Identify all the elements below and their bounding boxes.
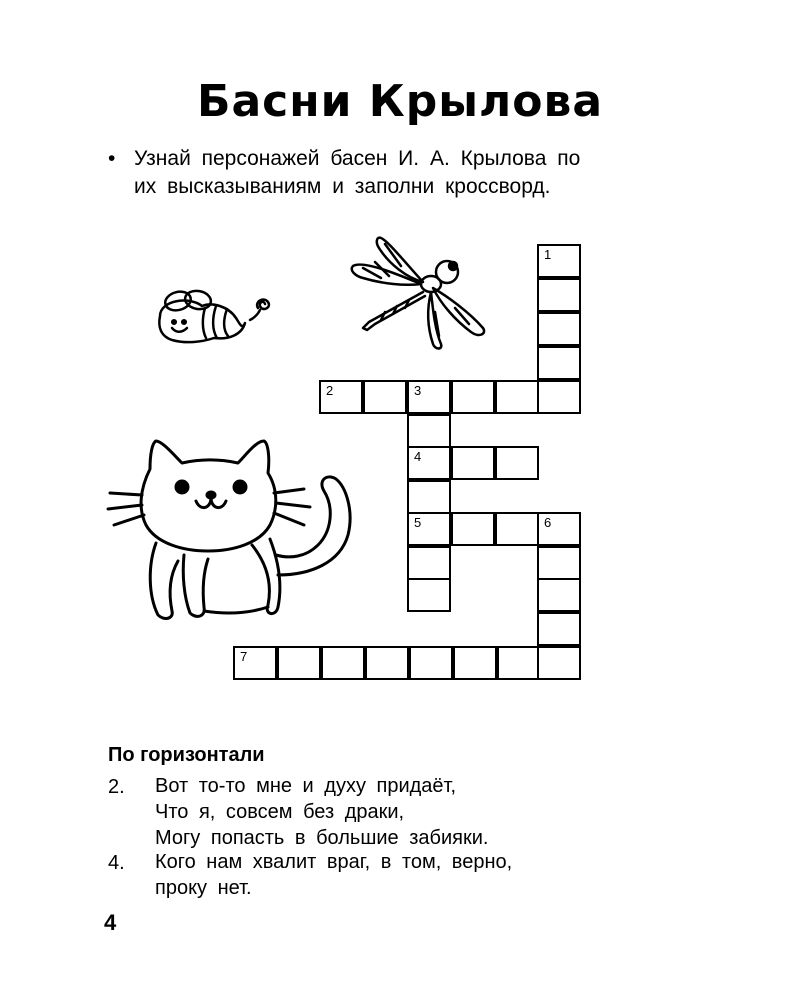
crossword-cell-1[interactable]	[537, 244, 581, 278]
page-number: 4	[104, 910, 117, 935]
clue-number-label: 2	[326, 383, 334, 398]
crossword-cell[interactable]	[537, 546, 581, 580]
clue-number-label: 7	[240, 649, 248, 664]
clue-number-label: 3	[414, 383, 422, 398]
crossword-cell[interactable]	[495, 380, 539, 414]
crossword-cell[interactable]	[407, 480, 451, 514]
crossword-cell[interactable]	[537, 346, 581, 380]
clue-line: Кого нам хвалит враг, в том, верно,	[155, 851, 513, 873]
clue-number-label: 6	[544, 515, 552, 530]
crossword-cell[interactable]	[409, 646, 453, 680]
crossword-cell[interactable]	[537, 380, 581, 414]
crossword-cell[interactable]	[497, 646, 541, 680]
crossword-cell-4[interactable]	[407, 446, 451, 480]
section-title-horizontal: По горизонтали	[108, 744, 265, 766]
clue-line: Вот то-то мне и духу придаёт,	[155, 775, 457, 797]
crossword-cell[interactable]	[537, 278, 581, 312]
crossword-cell[interactable]	[407, 414, 451, 448]
bee-illustration	[150, 278, 280, 348]
clue-number-label: 1	[544, 247, 552, 262]
clue-number: 4.	[108, 852, 125, 874]
crossword-cell[interactable]	[407, 578, 451, 612]
crossword-cell[interactable]	[537, 612, 581, 646]
clue-number-label: 5	[414, 515, 422, 530]
crossword-cell-3[interactable]	[407, 380, 451, 414]
crossword-cell[interactable]	[321, 646, 365, 680]
crossword-cell-7[interactable]	[233, 646, 277, 680]
crossword-cell-5[interactable]	[407, 512, 451, 546]
instruction-line-2: их высказываниям и заполни кроссворд.	[134, 175, 551, 198]
bullet-marker: •	[108, 147, 116, 170]
clue-line: проку нет.	[155, 877, 252, 899]
crossword-cell[interactable]	[407, 546, 451, 580]
crossword-cell[interactable]	[363, 380, 407, 414]
crossword-cell[interactable]	[451, 446, 495, 480]
clue-line: Что я, совсем без драки,	[155, 801, 405, 823]
clue-number-label: 4	[414, 449, 422, 464]
clue-number: 2.	[108, 776, 125, 798]
clue-line: Могу попасть в большие забияки.	[155, 827, 489, 849]
dragonfly-illustration	[345, 232, 495, 352]
crossword-cell[interactable]	[537, 578, 581, 612]
crossword-cell-2[interactable]	[319, 380, 363, 414]
crossword-cell[interactable]	[537, 646, 581, 680]
crossword-cell[interactable]	[453, 646, 497, 680]
crossword-cell[interactable]	[365, 646, 409, 680]
crossword-cell[interactable]	[495, 512, 539, 546]
crossword-cell[interactable]	[451, 380, 495, 414]
crossword-cell[interactable]	[537, 312, 581, 346]
instruction-line-1: Узнай персонажей басен И. А. Крылова по	[134, 147, 581, 170]
cat-illustration	[100, 435, 400, 635]
crossword-cell[interactable]	[495, 446, 539, 480]
crossword-cell[interactable]	[451, 512, 495, 546]
crossword-cell-6[interactable]	[537, 512, 581, 546]
crossword-cell[interactable]	[277, 646, 321, 680]
page-title: Басни Крылова	[196, 76, 604, 127]
